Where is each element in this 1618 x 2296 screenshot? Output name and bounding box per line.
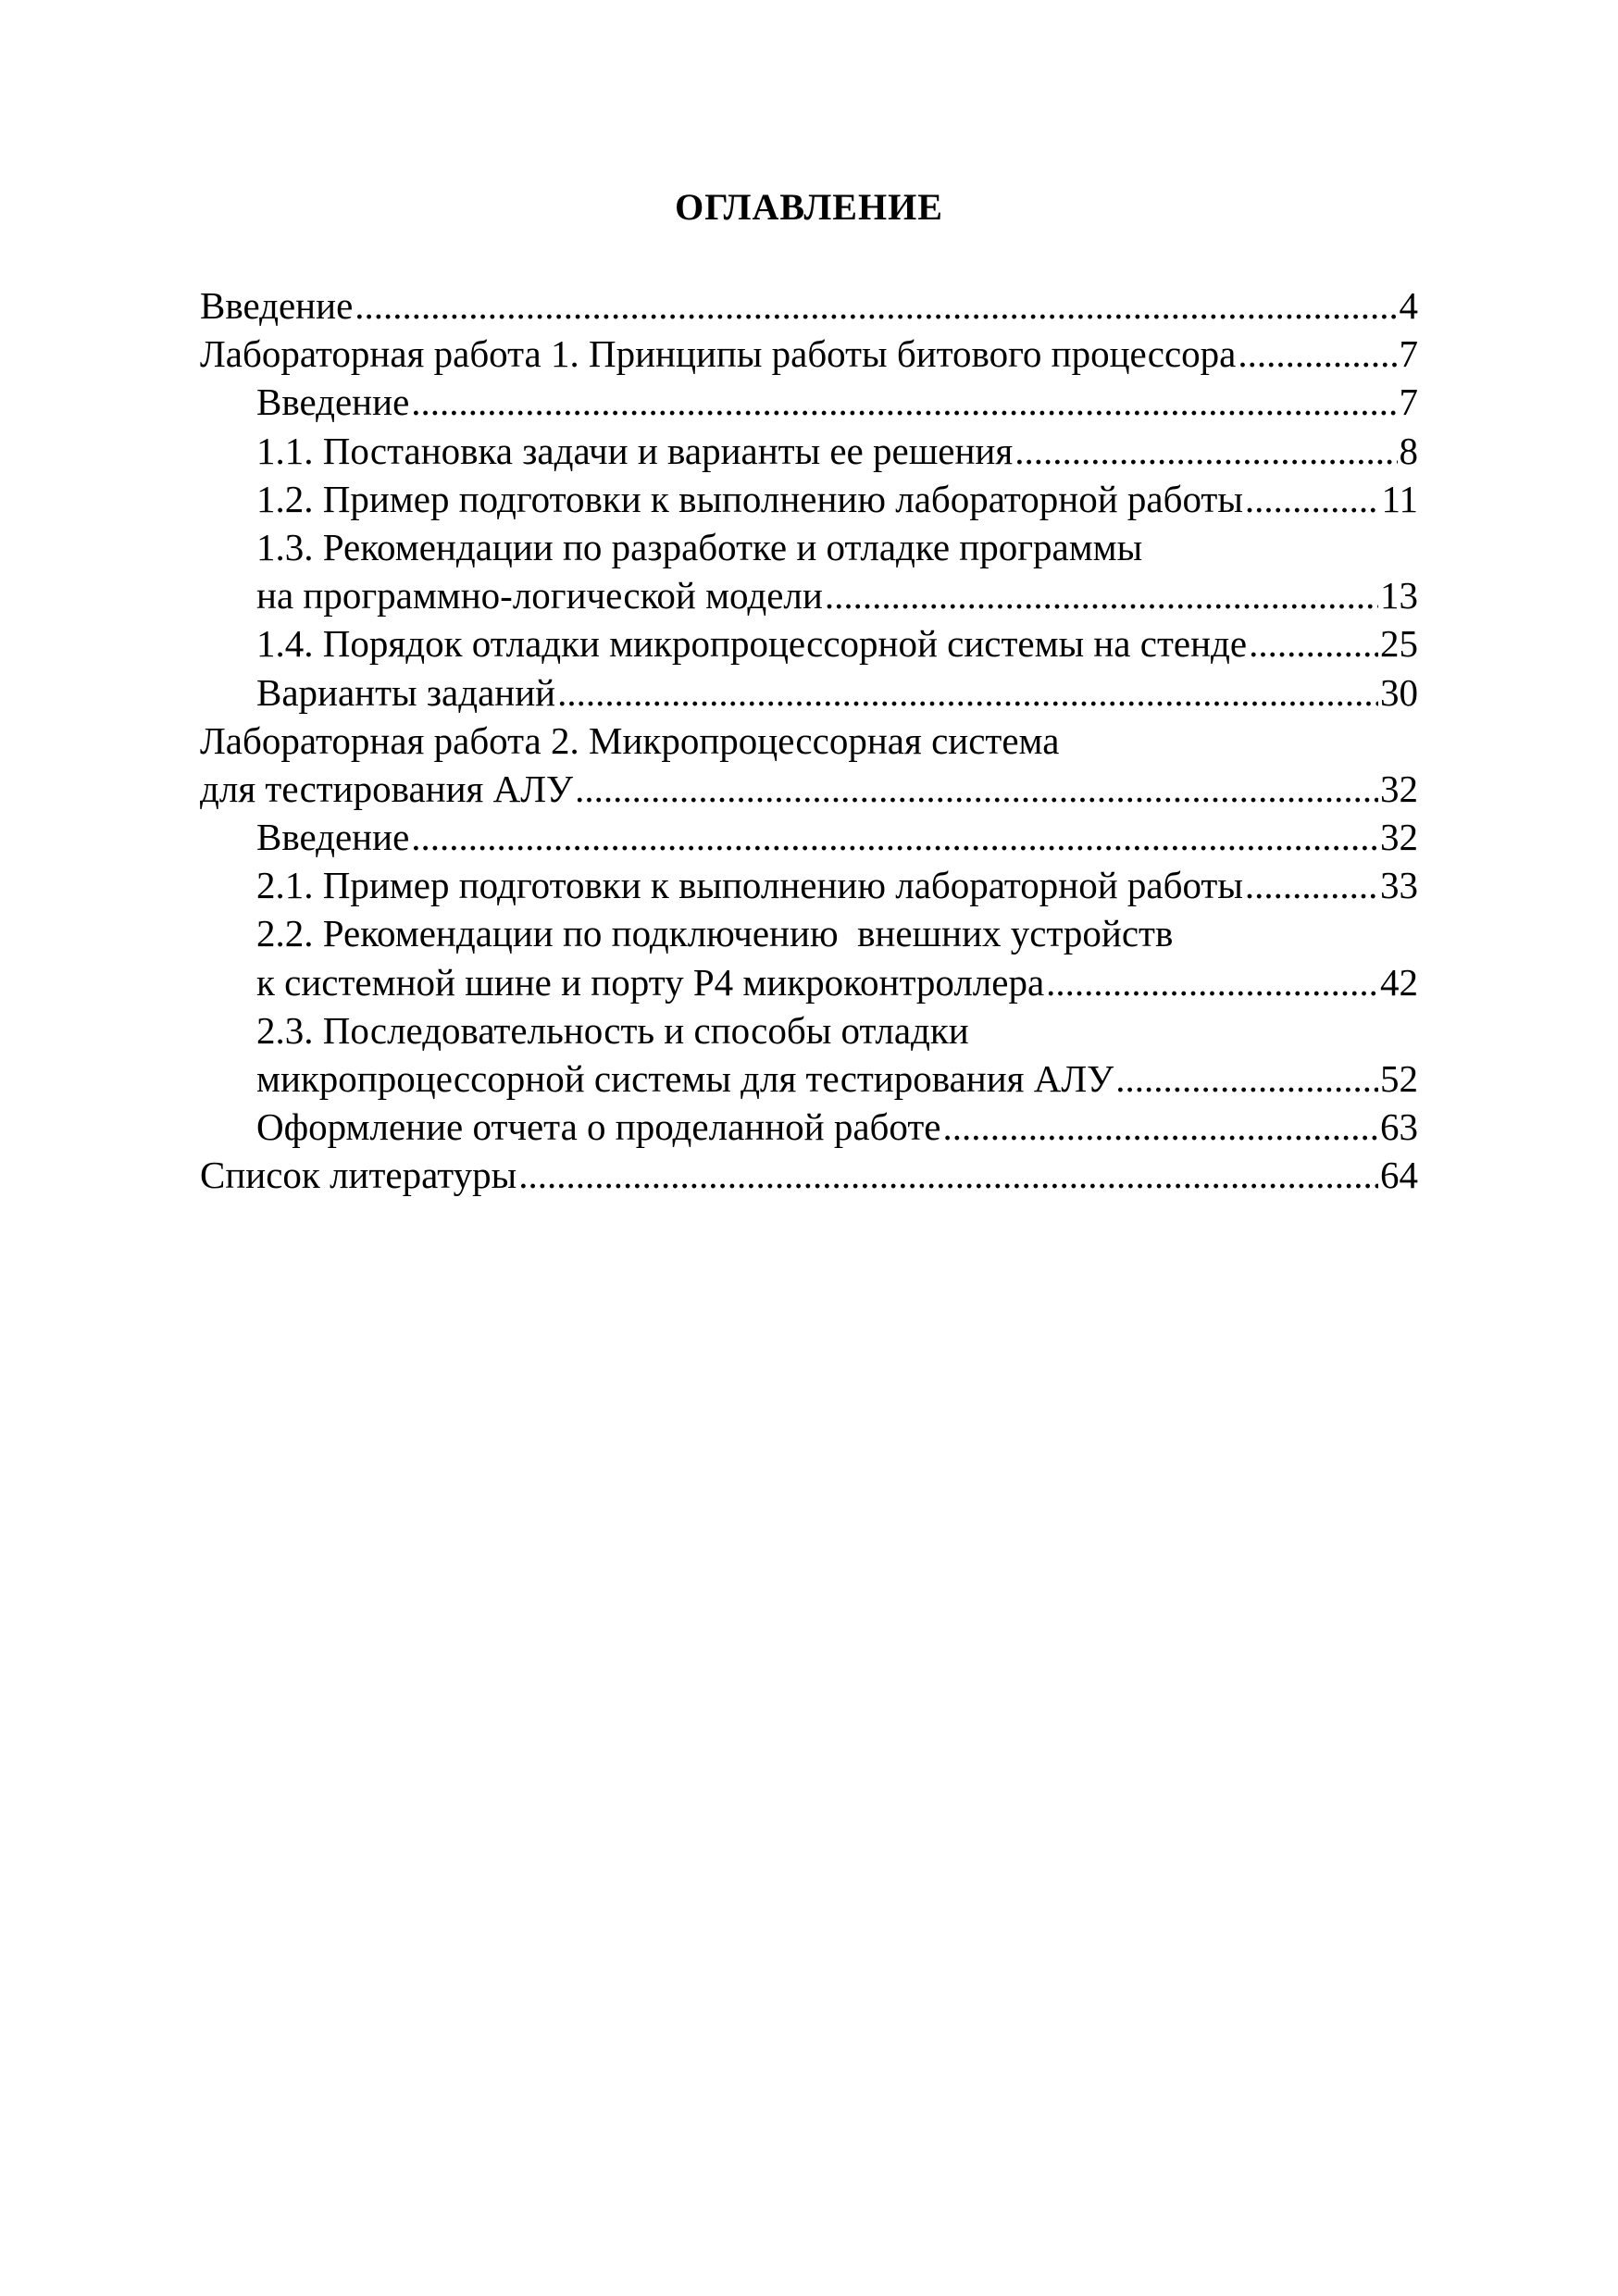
toc-entry-references (200, 1151, 1418, 1199)
toc-page-number: 52 (1380, 1057, 1418, 1100)
toc-entry-2-3-line2 (200, 1054, 1418, 1103)
toc-entry-lab2-line1 (200, 717, 1418, 765)
toc-entry-text: Введение (256, 816, 410, 859)
toc-leader-dots (411, 813, 1378, 861)
toc-page-number: 25 (1380, 622, 1418, 666)
toc-leader-dots (1046, 958, 1378, 1006)
toc-leader-dots (575, 765, 1378, 813)
toc-leader-dots (518, 1151, 1378, 1199)
toc-entry-text: 1.4. Порядок отладки микропроцессорной системы на стенде (256, 622, 1248, 666)
toc-page-number: 4 (1399, 284, 1418, 327)
toc-entry-2-1 (200, 861, 1418, 909)
toc-leader-dots (942, 1103, 1378, 1151)
toc-entry-lab1-intro (200, 378, 1418, 426)
toc-entry-text: 2.1. Пример подготовки к выполнению лабораторной работы (256, 864, 1243, 907)
toc-entry-1-3-line1 (200, 523, 1418, 571)
toc-page-number: 32 (1380, 767, 1418, 810)
toc-entry-2-2-line1 (200, 909, 1418, 957)
toc-entry-1-4 (200, 619, 1418, 668)
toc-entry-text: Варианты заданий (256, 670, 556, 714)
table-of-contents (200, 281, 1418, 1200)
toc-page-number: 7 (1399, 381, 1418, 424)
toc-entry-introduction (200, 281, 1418, 330)
toc-leader-dots (1238, 330, 1397, 378)
toc-entry-text: Введение (200, 284, 354, 327)
toc-page-number: 13 (1380, 574, 1418, 618)
toc-entry-text: 2.2. Рекомендации по подключению внешних устройств (256, 912, 1174, 955)
toc-leader-dots (825, 571, 1378, 619)
toc-entry-text: для тестирования АЛУ (200, 767, 574, 810)
toc-entry-text: 1.2. Пример подготовки к выполнению лабораторной работы (256, 477, 1243, 520)
toc-entry-lab1 (200, 330, 1418, 378)
toc-entry-text: Список литературы (200, 1154, 517, 1197)
page-title: ОГЛАВЛЕНИЕ (675, 186, 943, 228)
toc-page-number: 33 (1380, 864, 1418, 907)
toc-page-number: 7 (1399, 332, 1418, 376)
toc-entry-report (200, 1103, 1418, 1151)
toc-leader-dots (1245, 475, 1380, 523)
toc-entry-text: 1.1. Постановка задачи и варианты ее решения (256, 429, 1014, 472)
toc-entry-text: Оформление отчета о проделанной работе (256, 1105, 941, 1149)
toc-entry-1-1 (200, 427, 1418, 475)
toc-entry-2-3-line1 (200, 1006, 1418, 1054)
toc-entry-text: микропроцессорной системы для тестирования АЛУ (256, 1057, 1114, 1100)
toc-entry-lab2-intro (200, 813, 1418, 861)
toc-entry-text: Лабораторная работа 2. Микропроцессорная система (200, 718, 1060, 762)
toc-entry-text: на программно-логической модели (256, 574, 823, 618)
toc-leader-dots (411, 378, 1397, 426)
toc-entry-text: Лабораторная работа 1. Принципы работы битового процессора (200, 332, 1237, 376)
toc-entry-text: к системной шине и порту P4 микроконтроллера (256, 960, 1045, 1004)
toc-page-number: 64 (1380, 1154, 1418, 1197)
toc-leader-dots (557, 668, 1378, 717)
toc-page-number: 63 (1380, 1105, 1418, 1149)
toc-entry-lab1-variants (200, 668, 1418, 717)
toc-entry-text: 2.3. Последовательность и способы отладки (256, 1008, 969, 1052)
toc-page-number: 30 (1380, 670, 1418, 714)
toc-page-number: 32 (1380, 816, 1418, 859)
toc-entry-1-3-line2 (200, 571, 1418, 619)
toc-page-number: 42 (1380, 960, 1418, 1004)
toc-leader-dots (1014, 427, 1397, 475)
toc-entry-text: 1.3. Рекомендации по разработке и отладке программы (256, 525, 1143, 568)
toc-leader-dots (1245, 861, 1378, 909)
toc-page-number: 11 (1381, 477, 1418, 520)
toc-entry-1-2 (200, 475, 1418, 523)
toc-leader-dots (1115, 1054, 1378, 1103)
toc-entry-text: Введение (256, 381, 410, 424)
toc-leader-dots (1249, 619, 1378, 668)
toc-entry-2-2-line2 (200, 958, 1418, 1006)
toc-page-number: 8 (1399, 429, 1418, 472)
toc-leader-dots (355, 281, 1397, 330)
toc-entry-lab2-line2 (200, 765, 1418, 813)
